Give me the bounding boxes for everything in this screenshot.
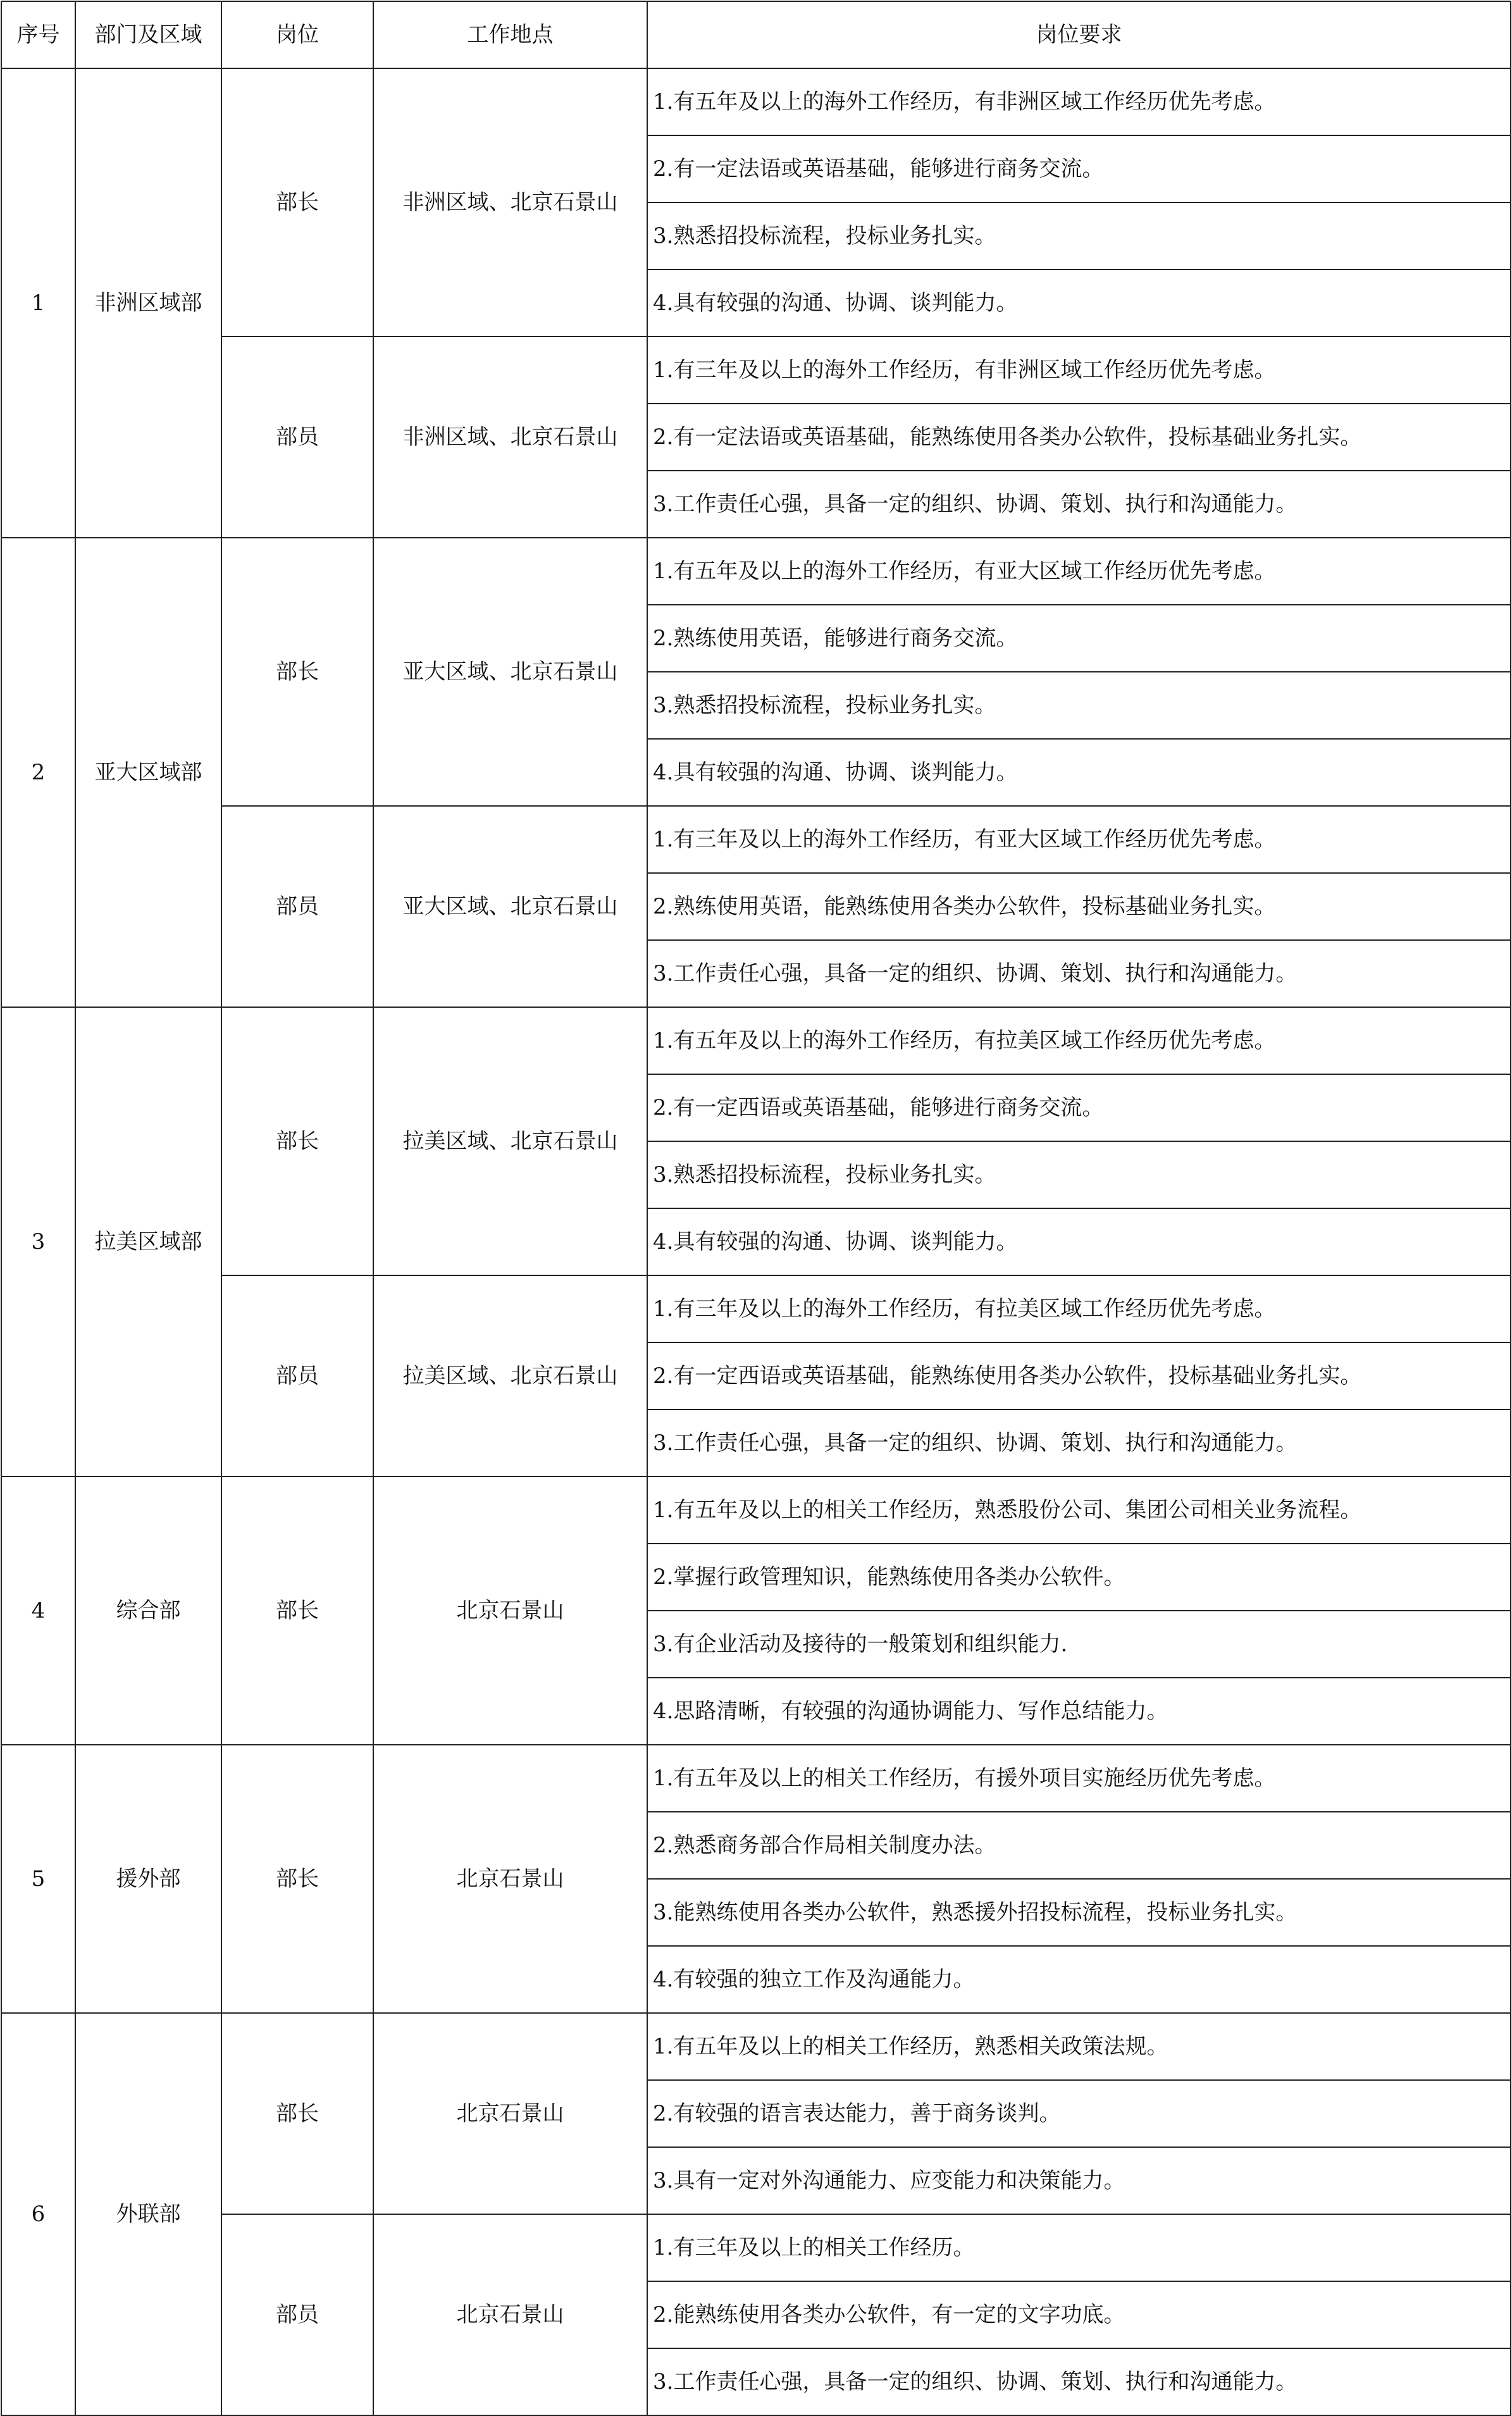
position-title: 部长 bbox=[221, 2013, 373, 2214]
requirement-item: 3.工作责任心强，具备一定的组织、协调、策划、执行和沟通能力。 bbox=[647, 471, 1511, 538]
table-row bbox=[1, 1007, 1511, 1074]
requirement-item: 2.能熟练使用各类办公软件，有一定的文字功底。 bbox=[647, 2281, 1511, 2348]
header-row bbox=[1, 1, 1511, 68]
requirement-item: 2.熟练使用英语，能熟练使用各类办公软件，投标基础业务扎实。 bbox=[647, 873, 1511, 940]
table-row bbox=[1, 2214, 1511, 2281]
position-title: 部长 bbox=[221, 1477, 373, 1745]
work-location: 北京石景山 bbox=[373, 1745, 647, 2013]
work-location: 北京石景山 bbox=[373, 2013, 647, 2214]
requirement-item: 3.工作责任心强，具备一定的组织、协调、策划、执行和沟通能力。 bbox=[647, 1409, 1511, 1477]
requirement-item: 2.有一定西语或英语基础，能够进行商务交流。 bbox=[647, 1074, 1511, 1141]
requirement-item: 1.有五年及以上的海外工作经历，有非洲区域工作经历优先考虑。 bbox=[647, 68, 1511, 135]
position-title: 部员 bbox=[221, 806, 373, 1007]
work-location: 非洲区域、北京石景山 bbox=[373, 68, 647, 337]
department-name: 综合部 bbox=[75, 1477, 221, 1745]
table-row bbox=[1, 337, 1511, 404]
requirement-item: 2.熟悉商务部合作局相关制度办法。 bbox=[647, 1812, 1511, 1879]
position-title: 部长 bbox=[221, 68, 373, 337]
position-title: 部长 bbox=[221, 1745, 373, 2013]
requirement-item: 3.工作责任心强，具备一定的组织、协调、策划、执行和沟通能力。 bbox=[647, 940, 1511, 1007]
position-title: 部员 bbox=[221, 337, 373, 538]
table-row bbox=[1, 538, 1511, 605]
requirement-item: 1.有五年及以上的海外工作经历，有亚大区域工作经历优先考虑。 bbox=[647, 538, 1511, 605]
table-row bbox=[1, 1275, 1511, 1342]
requirement-item: 3.熟悉招投标流程，投标业务扎实。 bbox=[647, 1141, 1511, 1208]
requirement-item: 4.具有较强的沟通、协调、谈判能力。 bbox=[647, 739, 1511, 806]
requirement-item: 2.有一定西语或英语基础，能熟练使用各类办公软件，投标基础业务扎实。 bbox=[647, 1342, 1511, 1409]
requirement-item: 1.有三年及以上的海外工作经历，有拉美区域工作经历优先考虑。 bbox=[647, 1275, 1511, 1342]
work-location: 亚大区域、北京石景山 bbox=[373, 538, 647, 806]
requirement-item: 2.有较强的语言表达能力，善于商务谈判。 bbox=[647, 2080, 1511, 2147]
header-location: 工作地点 bbox=[373, 1, 647, 68]
work-location: 拉美区域、北京石景山 bbox=[373, 1275, 647, 1477]
work-location: 北京石景山 bbox=[373, 2214, 647, 2415]
requirement-item: 3.熟悉招投标流程，投标业务扎实。 bbox=[647, 672, 1511, 739]
requirement-item: 1.有五年及以上的海外工作经历，有拉美区域工作经历优先考虑。 bbox=[647, 1007, 1511, 1074]
position-title: 部员 bbox=[221, 2214, 373, 2415]
department-name: 外联部 bbox=[75, 2013, 221, 2415]
row-index: 6 bbox=[1, 2013, 75, 2415]
requirement-item: 1.有五年及以上的相关工作经历，熟悉相关政策法规。 bbox=[647, 2013, 1511, 2080]
requirement-item: 4.具有较强的沟通、协调、谈判能力。 bbox=[647, 1208, 1511, 1275]
requirement-item: 3.能熟练使用各类办公软件，熟悉援外招投标流程，投标业务扎实。 bbox=[647, 1879, 1511, 1946]
requirement-item: 1.有三年及以上的海外工作经历，有非洲区域工作经历优先考虑。 bbox=[647, 337, 1511, 404]
table-body bbox=[1, 68, 1511, 2415]
position-title: 部长 bbox=[221, 1007, 373, 1275]
requirement-item: 2.掌握行政管理知识，能熟练使用各类办公软件。 bbox=[647, 1544, 1511, 1611]
header-department: 部门及区域 bbox=[75, 1, 221, 68]
requirement-item: 2.有一定法语或英语基础，能够进行商务交流。 bbox=[647, 135, 1511, 202]
table-row bbox=[1, 1745, 1511, 1812]
requirement-item: 1.有五年及以上的相关工作经历，熟悉股份公司、集团公司相关业务流程。 bbox=[647, 1477, 1511, 1544]
row-index: 5 bbox=[1, 1745, 75, 2013]
department-name: 非洲区域部 bbox=[75, 68, 221, 538]
department-name: 援外部 bbox=[75, 1745, 221, 2013]
requirement-item: 2.熟练使用英语，能够进行商务交流。 bbox=[647, 605, 1511, 672]
requirement-item: 2.有一定法语或英语基础，能熟练使用各类办公软件，投标基础业务扎实。 bbox=[647, 404, 1511, 471]
position-title: 部长 bbox=[221, 538, 373, 806]
header-requirements: 岗位要求 bbox=[647, 1, 1511, 68]
table-row bbox=[1, 68, 1511, 135]
table-header bbox=[1, 1, 1511, 68]
work-location: 拉美区域、北京石景山 bbox=[373, 1007, 647, 1275]
job-requirements-table bbox=[1, 1, 1511, 2416]
row-index: 3 bbox=[1, 1007, 75, 1477]
requirement-item: 4.有较强的独立工作及沟通能力。 bbox=[647, 1946, 1511, 2013]
row-index: 2 bbox=[1, 538, 75, 1007]
department-name: 拉美区域部 bbox=[75, 1007, 221, 1477]
work-location: 非洲区域、北京石景山 bbox=[373, 337, 647, 538]
work-location: 北京石景山 bbox=[373, 1477, 647, 1745]
requirement-item: 4.具有较强的沟通、协调、谈判能力。 bbox=[647, 269, 1511, 337]
requirement-item: 1.有五年及以上的相关工作经历，有援外项目实施经历优先考虑。 bbox=[647, 1745, 1511, 1812]
requirement-item: 3.熟悉招投标流程，投标业务扎实。 bbox=[647, 202, 1511, 269]
header-position: 岗位 bbox=[221, 1, 373, 68]
table-row bbox=[1, 2013, 1511, 2080]
requirement-item: 1.有三年及以上的海外工作经历，有亚大区域工作经历优先考虑。 bbox=[647, 806, 1511, 873]
requirement-item: 3.具有一定对外沟通能力、应变能力和决策能力。 bbox=[647, 2147, 1511, 2214]
requirement-item: 4.思路清晰，有较强的沟通协调能力、写作总结能力。 bbox=[647, 1678, 1511, 1745]
header-index: 序号 bbox=[1, 1, 75, 68]
requirement-item: 3.有企业活动及接待的一般策划和组织能力. bbox=[647, 1611, 1511, 1678]
requirement-item: 1.有三年及以上的相关工作经历。 bbox=[647, 2214, 1511, 2281]
position-title: 部员 bbox=[221, 1275, 373, 1477]
table-row bbox=[1, 806, 1511, 873]
department-name: 亚大区域部 bbox=[75, 538, 221, 1007]
table-row bbox=[1, 1477, 1511, 1544]
work-location: 亚大区域、北京石景山 bbox=[373, 806, 647, 1007]
requirement-item: 3.工作责任心强，具备一定的组织、协调、策划、执行和沟通能力。 bbox=[647, 2348, 1511, 2415]
row-index: 4 bbox=[1, 1477, 75, 1745]
row-index: 1 bbox=[1, 68, 75, 538]
